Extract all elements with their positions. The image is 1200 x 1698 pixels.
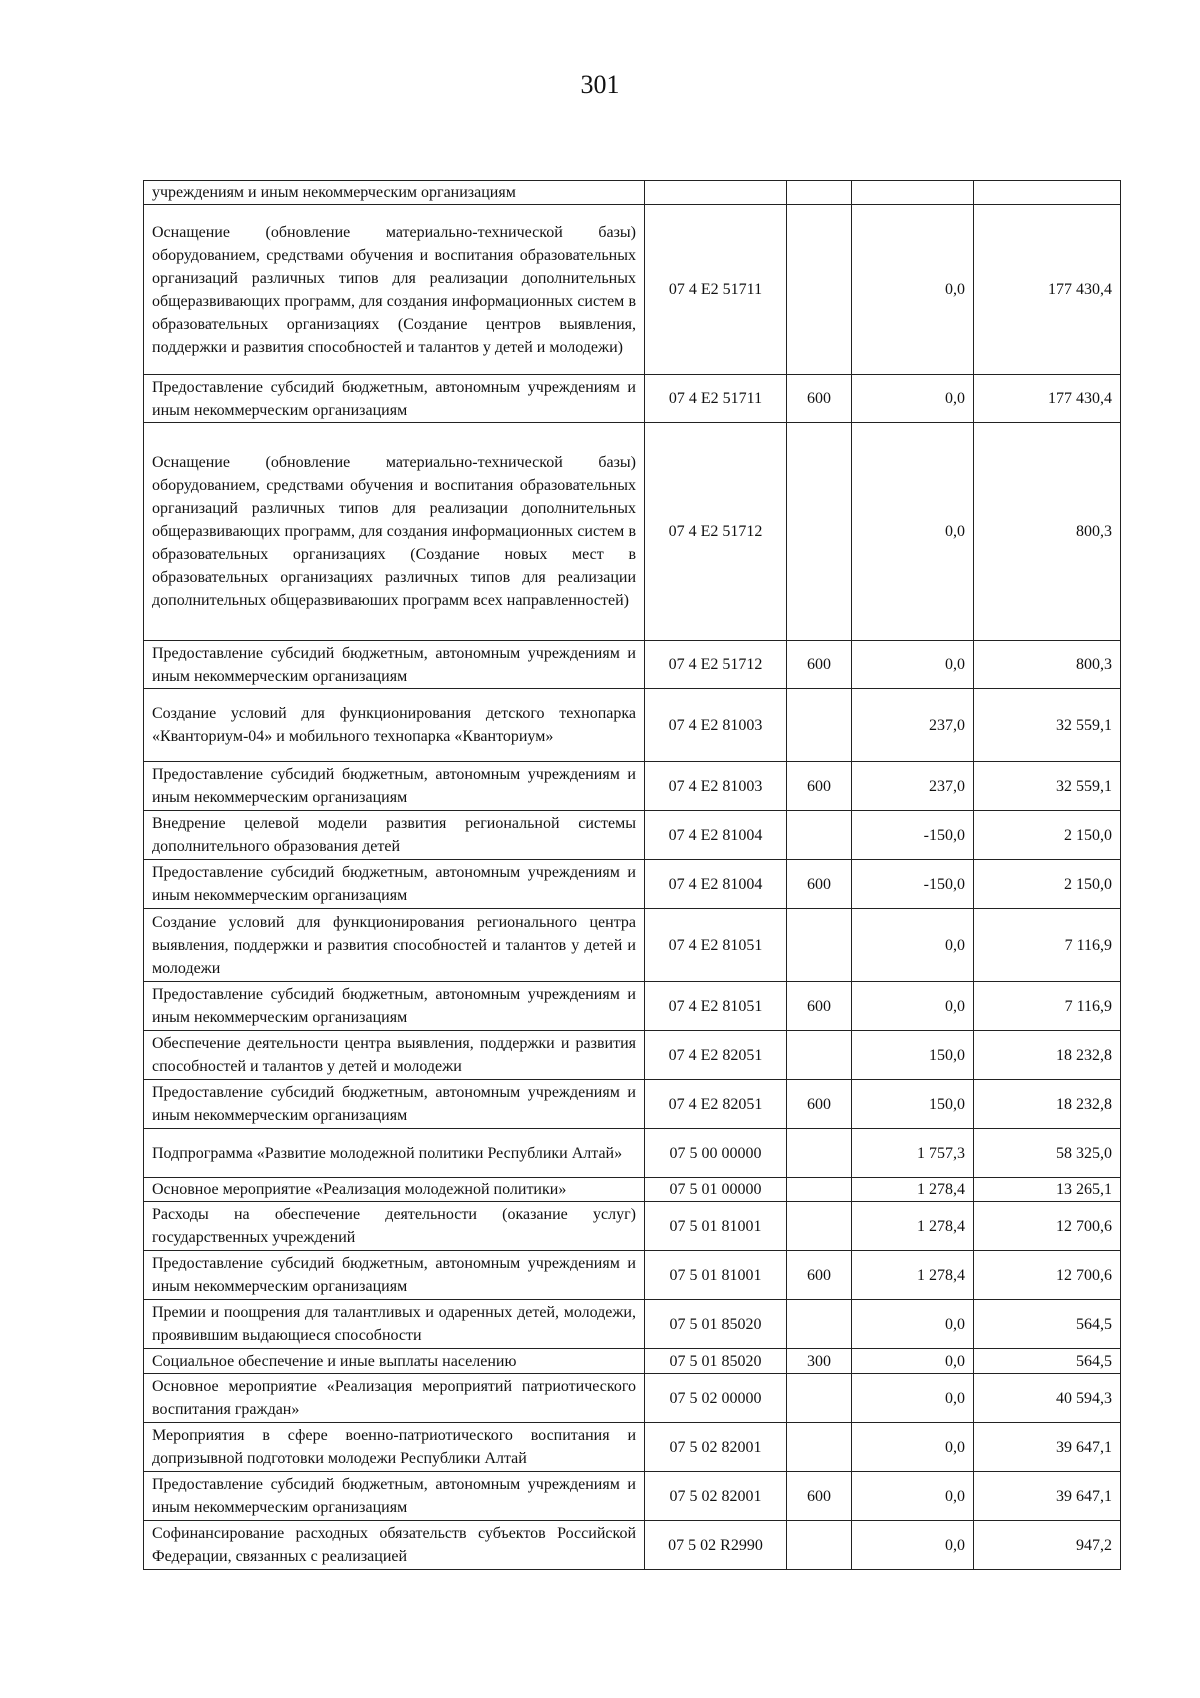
expense-type [787, 909, 852, 982]
expense-name: Обеспечение деятельности центра выявления, поддержки и развития способностей и талантов у детей и молодежи [144, 1031, 645, 1080]
target-code: 07 4 E2 51711 [645, 205, 787, 375]
change-amount: -150,0 [852, 811, 974, 860]
total-amount: 177 430,4 [974, 375, 1121, 423]
expense-type: 600 [787, 762, 852, 811]
total-amount: 12 700,6 [974, 1202, 1121, 1251]
change-amount: 0,0 [852, 423, 974, 641]
change-amount [852, 181, 974, 205]
change-amount: 237,0 [852, 762, 974, 811]
expense-type [787, 423, 852, 641]
table-row [144, 1423, 1121, 1472]
target-code: 07 4 E2 81003 [645, 762, 787, 811]
budget-table [143, 180, 1121, 1570]
change-amount: 1 278,4 [852, 1178, 974, 1202]
change-amount: 0,0 [852, 982, 974, 1031]
expense-name: Социальное обеспечение и иные выплаты населению [144, 1349, 645, 1374]
target-code: 07 5 02 00000 [645, 1374, 787, 1423]
change-amount: 0,0 [852, 1300, 974, 1349]
total-amount: 40 594,3 [974, 1374, 1121, 1423]
change-amount: 150,0 [852, 1031, 974, 1080]
expense-type: 600 [787, 982, 852, 1031]
target-code: 07 5 01 85020 [645, 1349, 787, 1374]
table-row [144, 1374, 1121, 1423]
target-code: 07 4 E2 81004 [645, 860, 787, 909]
expense-type [787, 1129, 852, 1178]
total-amount: 7 116,9 [974, 982, 1121, 1031]
budget-table-body [144, 181, 1121, 1570]
expense-name: Создание условий для функционирования регионального центра выявления, поддержки и развития способностей и талантов у детей и молодежи [144, 909, 645, 982]
target-code: 07 4 E2 82051 [645, 1080, 787, 1129]
target-code: 07 4 E2 51712 [645, 423, 787, 641]
target-code: 07 4 E2 82051 [645, 1031, 787, 1080]
table-row [144, 1521, 1121, 1570]
change-amount: 0,0 [852, 909, 974, 982]
table-row [144, 1472, 1121, 1521]
total-amount: 39 647,1 [974, 1472, 1121, 1521]
change-amount: 237,0 [852, 689, 974, 762]
change-amount: 0,0 [852, 1349, 974, 1374]
table-row [144, 1031, 1121, 1080]
target-code: 07 4 E2 81003 [645, 689, 787, 762]
total-amount: 18 232,8 [974, 1080, 1121, 1129]
change-amount: 0,0 [852, 375, 974, 423]
target-code: 07 5 01 81001 [645, 1251, 787, 1300]
expense-name: Предоставление субсидий бюджетным, автономным учреждениям и иным некоммерческим организациям [144, 375, 645, 423]
target-code: 07 5 01 00000 [645, 1178, 787, 1202]
target-code: 07 5 02 R2990 [645, 1521, 787, 1570]
target-code [645, 181, 787, 205]
total-amount: 800,3 [974, 641, 1121, 689]
expense-name: Предоставление субсидий бюджетным, автономным учреждениям и иным некоммерческим организациям [144, 1080, 645, 1129]
expense-name: Основное мероприятие «Реализация мероприятий патриотического воспитания граждан» [144, 1374, 645, 1423]
total-amount: 564,5 [974, 1300, 1121, 1349]
expense-type [787, 811, 852, 860]
target-code: 07 4 E2 81051 [645, 982, 787, 1031]
expense-name: Мероприятия в сфере военно-патриотического воспитания и допризывной подготовки молодежи Республики Алтай [144, 1423, 645, 1472]
expense-name: Предоставление субсидий бюджетным, автономным учреждениям и иным некоммерческим организациям [144, 982, 645, 1031]
table-row [144, 1251, 1121, 1300]
table-row [144, 1178, 1121, 1202]
expense-type [787, 1031, 852, 1080]
expense-type [787, 1202, 852, 1251]
change-amount: 1 278,4 [852, 1202, 974, 1251]
expense-type: 600 [787, 641, 852, 689]
change-amount: 1 757,3 [852, 1129, 974, 1178]
change-amount: 1 278,4 [852, 1251, 974, 1300]
table-row [144, 181, 1121, 205]
expense-type: 600 [787, 860, 852, 909]
expense-name: Создание условий для функционирования детского технопарка «Кванториум-04» и мобильного технопарка «Кванториум» [144, 689, 645, 762]
expense-type: 300 [787, 1349, 852, 1374]
total-amount: 32 559,1 [974, 689, 1121, 762]
table-row [144, 909, 1121, 982]
target-code: 07 5 01 85020 [645, 1300, 787, 1349]
table-row [144, 689, 1121, 762]
expense-type [787, 1300, 852, 1349]
table-row [144, 205, 1121, 375]
total-amount: 7 116,9 [974, 909, 1121, 982]
expense-type [787, 181, 852, 205]
expense-name: Оснащение (обновление материально-технической базы) оборудованием, средствами обучения и воспитания образовательных организаций различных типов для реализации дополнительных общеразвивающих программ, для создания информационных систем в образовательных организациях (Создание новых мест в образовательных организациях различных типов для реализации дополнительных общеразвиваюших программ всех направленностей) [144, 423, 645, 641]
total-amount: 58 325,0 [974, 1129, 1121, 1178]
target-code: 07 5 02 82001 [645, 1472, 787, 1521]
total-amount: 800,3 [974, 423, 1121, 641]
change-amount: 0,0 [852, 205, 974, 375]
expense-name: Предоставление субсидий бюджетным, автономным учреждениям и иным некоммерческим организациям [144, 762, 645, 811]
total-amount: 18 232,8 [974, 1031, 1121, 1080]
expense-type [787, 1423, 852, 1472]
table-row [144, 1349, 1121, 1374]
expense-type [787, 1521, 852, 1570]
table-row [144, 1080, 1121, 1129]
table-row [144, 1202, 1121, 1251]
expense-name: Оснащение (обновление материально-технической базы) оборудованием, средствами обучения и воспитания образовательных организаций различных типов для реализации дополнительных общеразвивающих программ, для создания информационных систем в образовательных организациях (Создание центров выявления, поддержки и развития способностей и талантов у детей и молодежи) [144, 205, 645, 375]
table-row [144, 375, 1121, 423]
target-code: 07 4 E2 51711 [645, 375, 787, 423]
target-code: 07 4 E2 51712 [645, 641, 787, 689]
change-amount: -150,0 [852, 860, 974, 909]
expense-type [787, 689, 852, 762]
expense-name: Расходы на обеспечение деятельности (оказание услуг) государственных учреждений [144, 1202, 645, 1251]
expense-type [787, 1178, 852, 1202]
expense-name: Предоставление субсидий бюджетным, автономным учреждениям и иным некоммерческим организациям [144, 1472, 645, 1521]
expense-name: Предоставление субсидий бюджетным, автономным учреждениям и иным некоммерческим организациям [144, 641, 645, 689]
total-amount [974, 181, 1121, 205]
expense-name: Софинансирование расходных обязательств субъектов Российской Федерации, связанных с реализацией [144, 1521, 645, 1570]
table-row [144, 811, 1121, 860]
expense-type: 600 [787, 1080, 852, 1129]
expense-type [787, 205, 852, 375]
table-row [144, 1129, 1121, 1178]
expense-name: Внедрение целевой модели развития региональной системы дополнительного образования детей [144, 811, 645, 860]
change-amount: 0,0 [852, 1374, 974, 1423]
table-row [144, 860, 1121, 909]
expense-name: Премии и поощрения для талантливых и одаренных детей, молодежи, проявившим выдающиеся способности [144, 1300, 645, 1349]
total-amount: 13 265,1 [974, 1178, 1121, 1202]
target-code: 07 5 00 00000 [645, 1129, 787, 1178]
total-amount: 39 647,1 [974, 1423, 1121, 1472]
change-amount: 0,0 [852, 1472, 974, 1521]
target-code: 07 4 E2 81051 [645, 909, 787, 982]
expense-name: Предоставление субсидий бюджетным, автономным учреждениям и иным некоммерческим организациям [144, 1251, 645, 1300]
total-amount: 12 700,6 [974, 1251, 1121, 1300]
table-row [144, 423, 1121, 641]
expense-name: учреждениям и иным некоммерческим организациям [144, 181, 645, 205]
change-amount: 0,0 [852, 641, 974, 689]
total-amount: 2 150,0 [974, 860, 1121, 909]
change-amount: 0,0 [852, 1521, 974, 1570]
target-code: 07 4 E2 81004 [645, 811, 787, 860]
target-code: 07 5 01 81001 [645, 1202, 787, 1251]
expense-type [787, 1374, 852, 1423]
page-number: 301 [580, 70, 620, 99]
table-row [144, 982, 1121, 1031]
total-amount: 947,2 [974, 1521, 1121, 1570]
total-amount: 2 150,0 [974, 811, 1121, 860]
expense-name: Предоставление субсидий бюджетным, автономным учреждениям и иным некоммерческим организациям [144, 860, 645, 909]
expense-type: 600 [787, 375, 852, 423]
change-amount: 0,0 [852, 1423, 974, 1472]
table-row [144, 762, 1121, 811]
table-row [144, 641, 1121, 689]
table-row [144, 1300, 1121, 1349]
expense-type: 600 [787, 1472, 852, 1521]
change-amount: 150,0 [852, 1080, 974, 1129]
total-amount: 564,5 [974, 1349, 1121, 1374]
total-amount: 177 430,4 [974, 205, 1121, 375]
expense-name: Подпрограмма «Развитие молодежной политики Республики Алтай» [144, 1129, 645, 1178]
expense-type: 600 [787, 1251, 852, 1300]
total-amount: 32 559,1 [974, 762, 1121, 811]
expense-name: Основное мероприятие «Реализация молодежной политики» [144, 1178, 645, 1202]
target-code: 07 5 02 82001 [645, 1423, 787, 1472]
